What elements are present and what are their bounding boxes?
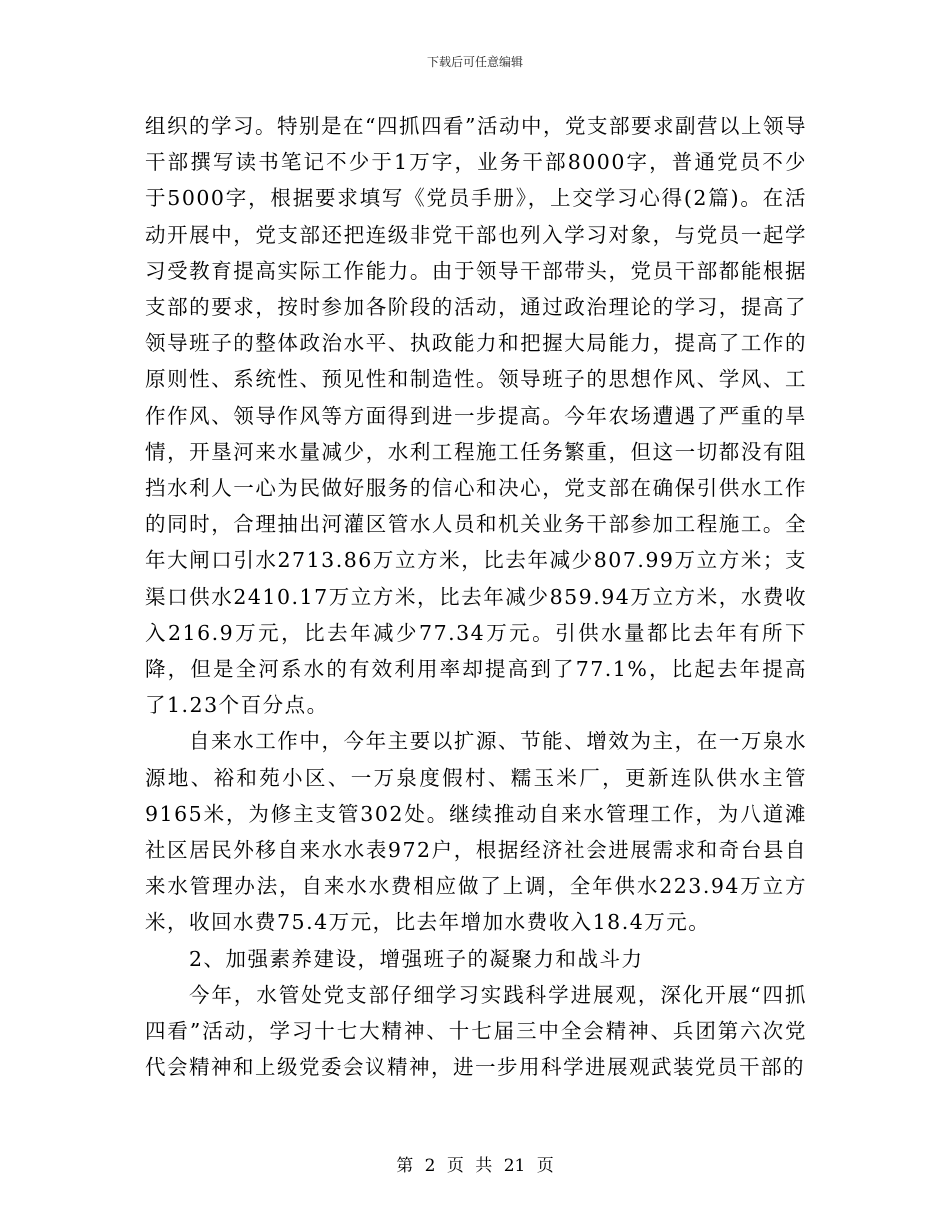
- paragraph-2: 自来水工作中，今年主要以扩源、节能、增效为主，在一万泉水源地、裕和苑小区、一万泉度假村、糯玉米厂，更新连队供水主管9165米，为修主支管302处。继续推动自来水管理工作，为八道滩社区居民外移自来水水表972户，根据经济社会进展需求和奇台县自来水管理办法，自来水水费相应做了上调，全年供水223.94万立方米，收回水费75.4万元，比去年增加水费收入18.4万元。: [145, 729, 807, 935]
- section-heading: 2、加强素养建设，增强班子的凝聚力和战斗力: [189, 946, 644, 971]
- paragraph-1: 组织的学习。特别是在“四抓四看”活动中，党支部要求副营以上领导干部撰写读书笔记不少于1万字，业务干部8000字，普通党员不少于5000字，根据要求填写《党员手册》，上交学习心得(2篇)。在活动开展中，党支部还把连级非党干部也列入学习对象，与党员一起学习受教育提高实际工作能力。由于领导干部带头，党员干部都能根据支部的要求，按时参加各阶段的活动，通过政治理论的学习，提高了领导班子的整体政治水平、执政能力和把握大局能力，提高了工作的原则性、系统性、预见性和制造性。领导班子的思想作风、学风、工作作风、领导作风等方面得到进一步提高。今年农场遭遇了严重的旱情，开垦河来水量减少，水利工程施工任务繁重，但这一切都没有阻挡水利人一心为民做好服务的信心和决心，党支部在确保引供水工作的同时，合理抽出河灌区管水人员和机关业务干部参加工程施工。全年大闸口引水2713.86万立方米，比去年减少807.99万立方米；支渠口供水2410.17万立方米，比去年减少859.94万立方米，水费收入216.9万元，比去年减少77.34万元。引供水量都比去年有所下降，但是全河系水的有效利用率却提高到了77.1%，比起去年提高了1.23个百分点。: [145, 114, 807, 718]
- page-header: 下载后可任意编辑: [426, 55, 523, 69]
- document-body: [145, 108, 807, 1085]
- page-number: 第 2 页 共 21 页: [396, 1156, 554, 1176]
- paragraph-3: 今年，水管处党支部仔细学习实践科学进展观，深化开展“四抓四看”活动，学习十七大精神、十七届三中全会精神、兵团第六次党代会精神和上级党委会议精神，进一步用科学进展观武装党员干部的: [145, 982, 807, 1080]
